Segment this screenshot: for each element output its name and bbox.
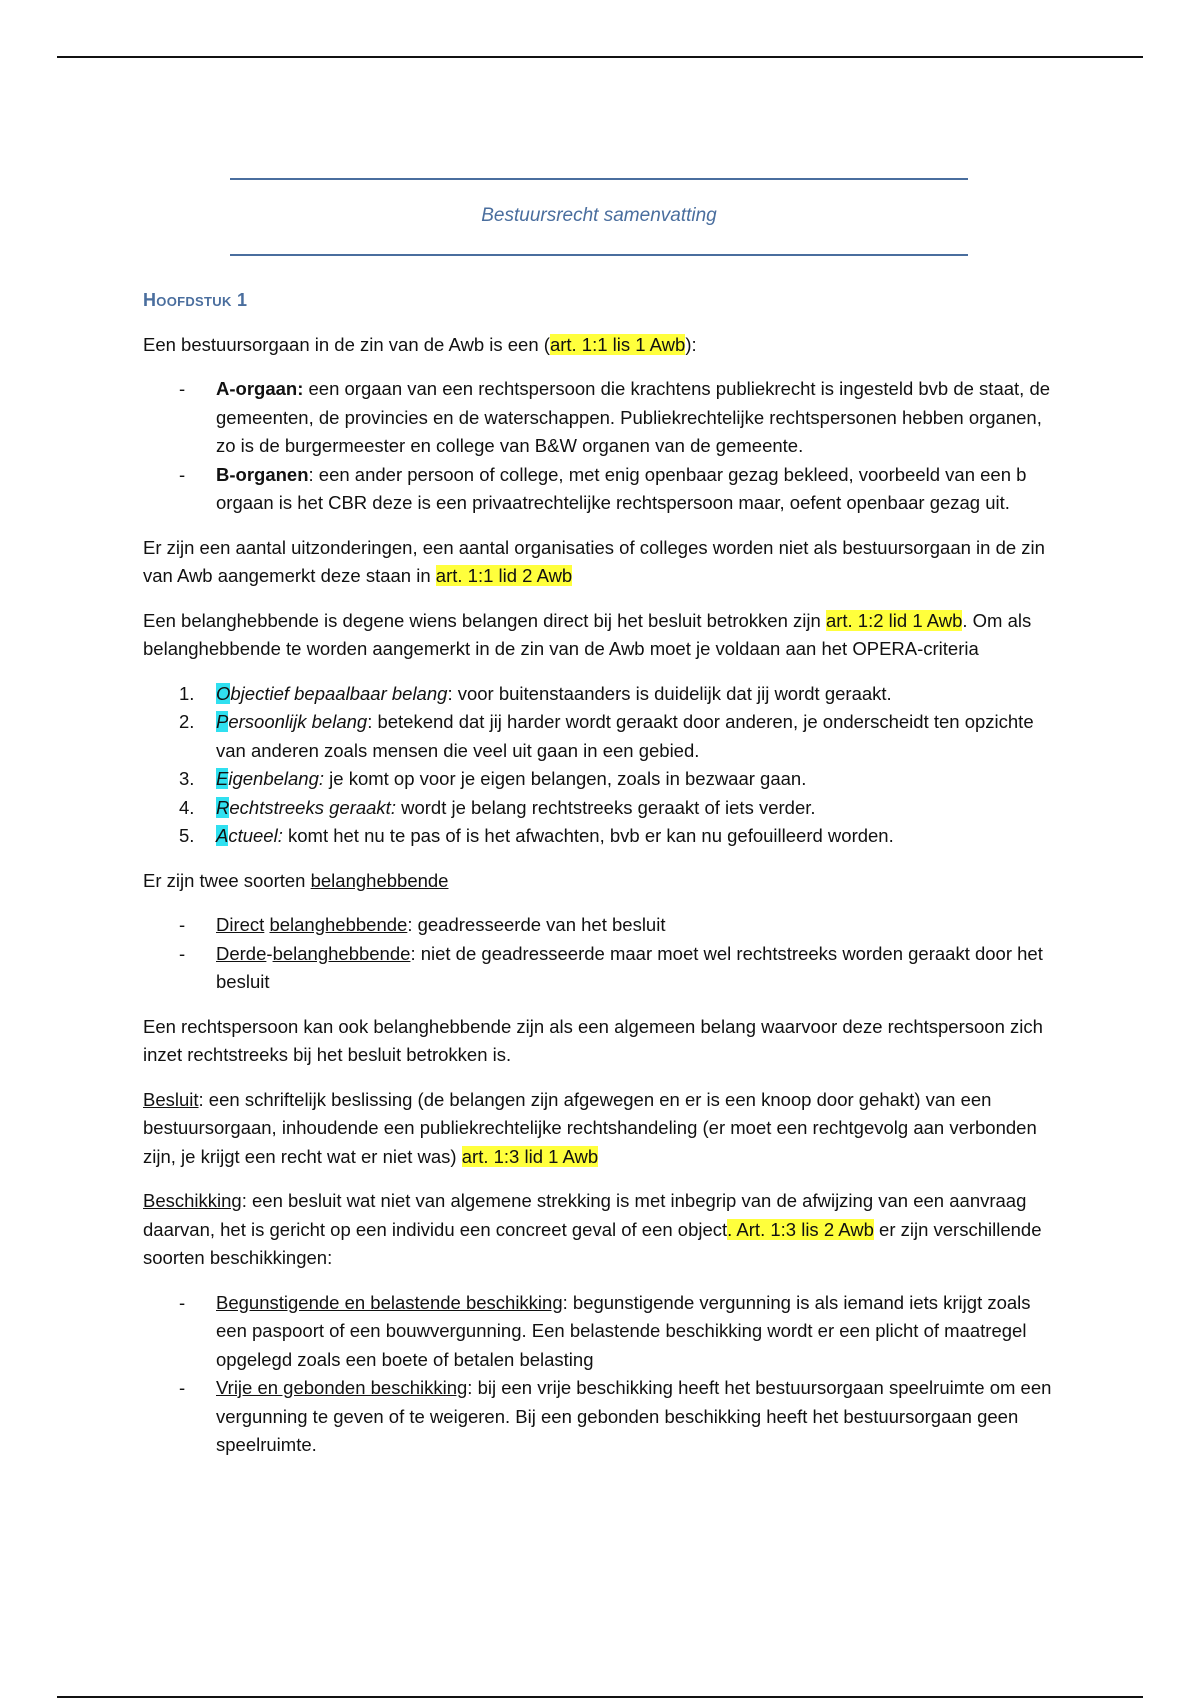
highlighted-reference: art. 1:1 lid 2 Awb [435, 565, 573, 586]
list-item: 1. Objectief bepaalbaar belang: voor buitenstaanders is duidelijk dat jij wordt geraakt. [179, 682, 892, 704]
highlighted-reference: . Art. 1:3 lis 2 Awb [727, 1218, 874, 1240]
organen-list [143, 375, 1055, 518]
highlighted-reference: art. 1:3 lid 1 Awb [461, 1145, 599, 1167]
document-title: Bestuursrecht samenvatting [481, 205, 717, 226]
paragraph-uitzonderingen: Er zijn een aantal uitzonderingen, een aantal organisaties of colleges worden niet als bestuursorgaan in de zin van Awb aangemerkt deze staan in art. 1:1 lid 2 Awb [143, 536, 1045, 586]
paragraph-rechtspersoon: Een rechtspersoon kan ook belanghebbende zijn als een algemeen belang waarvoor deze rechtspersoon zich inzet rechtstreeks bij het besluit betrokken is. [143, 1015, 1043, 1065]
opera-criteria-list [143, 680, 1055, 851]
list-item: - A-orgaan: een orgaan van een rechtspersoon die krachtens publiekrecht is ingesteld bvb de staat, de gemeenten, de provincies en de waterschappen. Publiekrechtelijke rechtspersonen hebben organen, zo is de burgermeester en college van B&W organen van de gemeente. [179, 378, 1051, 456]
title-block [230, 178, 968, 256]
paragraph-besluit: Besluit: een schriftelijk beslissing (de belangen zijn afgewegen en er is een knoop door gehakt) van een bestuursorgaan, inhoudende een publiekrechtelijke rechtshandeling (er moet een rechtgevolg aan verbonden zijn, je krijgt een recht wat er niet was) art. 1:3 lid 1 Awb [143, 1088, 1037, 1167]
highlighted-reference: art. 1:1 lis 1 Awb [549, 333, 686, 355]
list-item: - Begunstigende en belastende beschikking: begunstigende vergunning is als iemand iets krijgt zoals een paspoort of een bouwvergunning. Een belastende beschikking wordt er een plicht of maatregel opgelegd zoals een boete of betalen belasting [179, 1291, 1031, 1370]
list-item: - Direct belanghebbende: geadresseerde van het besluit [179, 914, 666, 935]
paragraph-soorten: Er zijn twee soorten belanghebbende [143, 869, 449, 891]
highlighted-reference: art. 1:2 lid 1 Awb [825, 609, 963, 631]
title-rule-bottom [230, 254, 968, 256]
list-item: 3. Eigenbelang: je komt op voor je eigen belangen, zoals in bezwaar gaan. [179, 768, 807, 789]
paragraph-bestuursorgaan: Een bestuursorgaan in de zin van de Awb is een (art. 1:1 lis 1 Awb): [143, 333, 697, 355]
list-item: - Vrije en gebonden beschikking: bij een vrije beschikking heeft het bestuursorgaan speelruimte om een vergunning te geven of te weigeren. Bij een gebonden beschikking heeft het bestuursorgaan geen speelruimte. [179, 1377, 1052, 1455]
page-bottom-rule [57, 1696, 1143, 1698]
soorten-list [143, 911, 1055, 997]
list-item: 5. Actueel: komt het nu te pas of is het afwachten, bvb er kan nu gefouilleerd worden. [179, 825, 894, 846]
document-body [143, 286, 1055, 1476]
chapter-heading: Hoofdstuk 1 [143, 290, 248, 310]
list-item: - B-organen: een ander persoon of college, met enig openbaar gezag bekleed, voorbeeld van een b orgaan is het CBR deze is een privaatrechtelijke rechtspersoon maar, oefent openbaar gezag uit. [179, 463, 1027, 513]
list-item: 4. Rechtstreeks geraakt: wordt je belang rechtstreeks geraakt of iets verder. [179, 796, 816, 818]
list-item: 2. Persoonlijk belang: betekend dat jij harder wordt geraakt door anderen, je onderscheidt ten opzichte van anderen zoals mensen die veel uit gaan in een gebied. [179, 711, 1034, 761]
list-item: - Derde-belanghebbende: niet de geadresseerde maar moet wel rechtstreeks worden geraakt door het besluit [179, 942, 1043, 992]
page-top-rule [57, 56, 1143, 58]
paragraph-belanghebbende: Een belanghebbende is degene wiens belangen direct bij het besluit betrokken zijn art. 1:2 lid 1 Awb. Om als belanghebbende te worden aangemerkt in de zin van de Awb moet je voldaan aan het OPERA-criteria [143, 609, 1032, 659]
beschikkingen-list [143, 1289, 1055, 1460]
paragraph-beschikking: Beschikking: een besluit wat niet van algemene strekking is met inbegrip van de afwijzing van een aanvraag daarvan, het is gericht op een individu een concreet geval of een object. Art. 1:3 lis 2 Awb er zijn verschillende soorten beschikkingen: [143, 1190, 1042, 1268]
